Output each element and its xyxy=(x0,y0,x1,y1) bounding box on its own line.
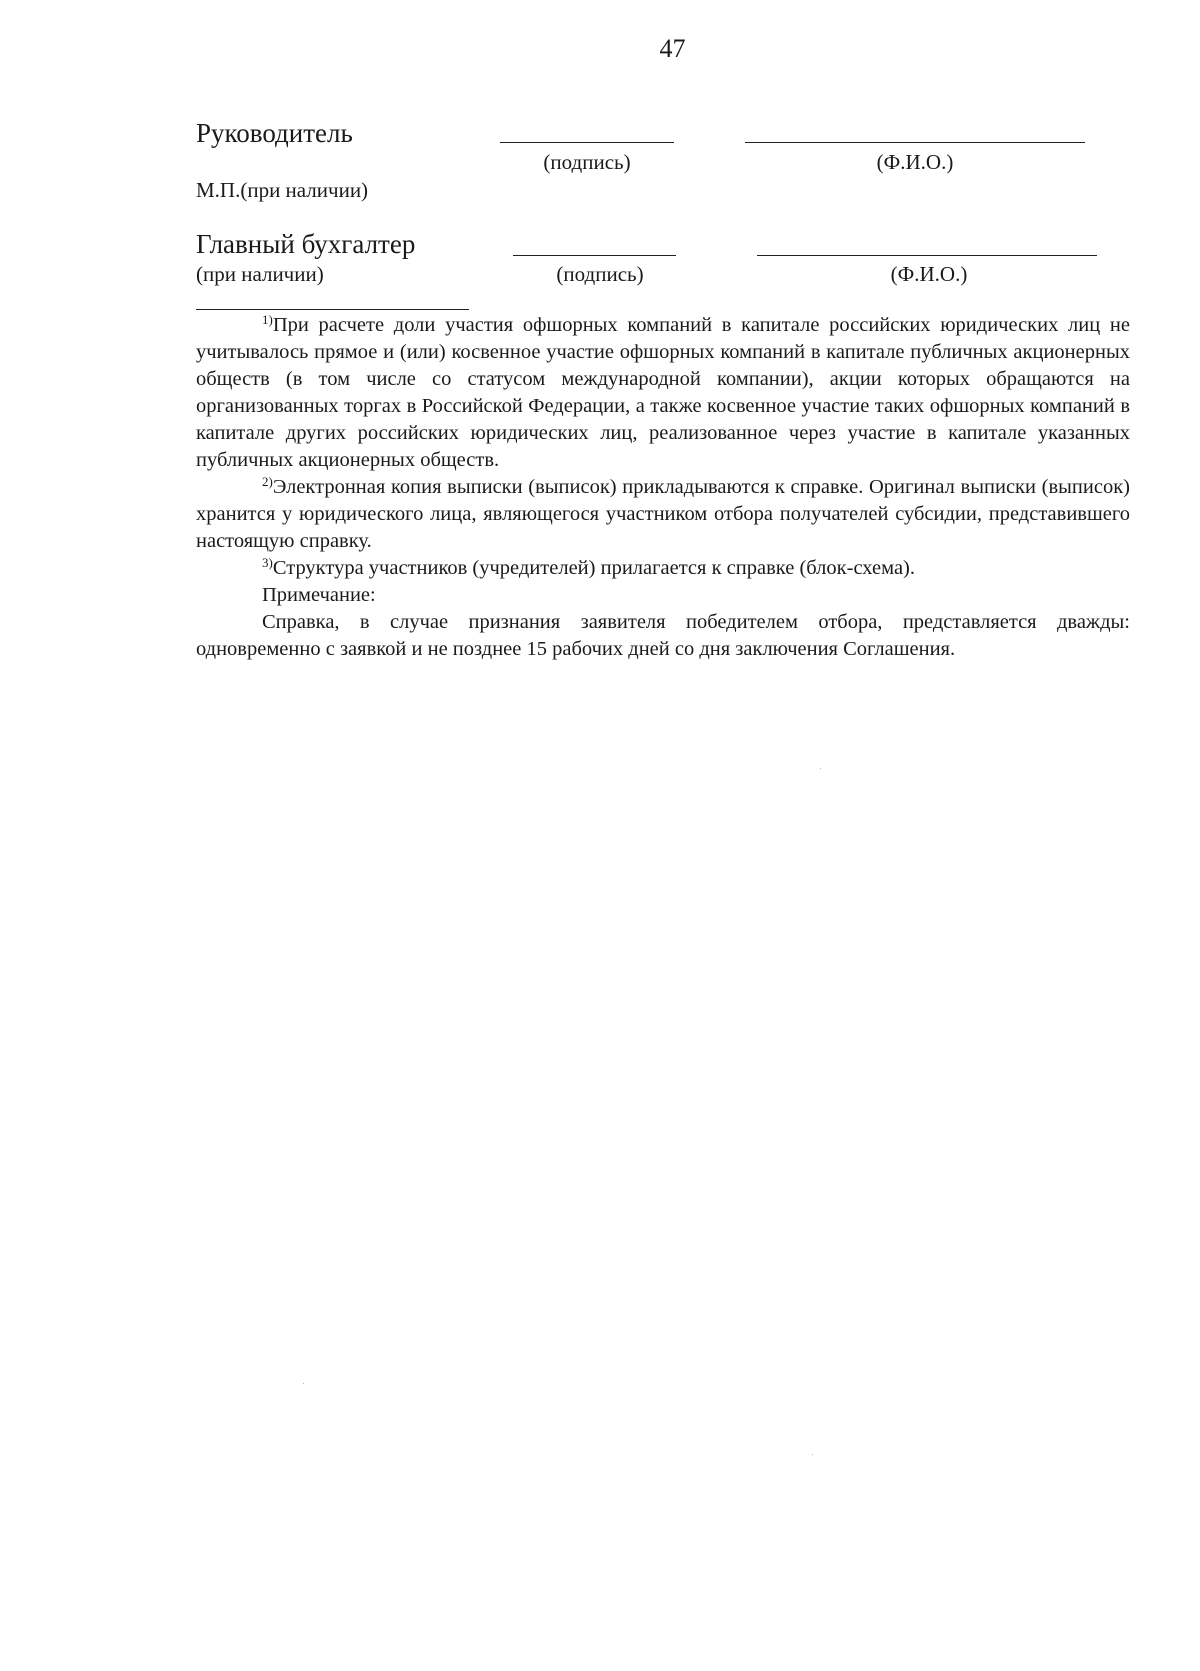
scan-speck xyxy=(812,1454,813,1455)
footnotes-block xyxy=(196,312,1130,663)
footnote-text: При расчете доли участия офшорных компаний в капитале российских юридических лиц не учитывалось прямое и (или) косвенное участие офшорных компаний в капитале публичных акционерных обществ (в том числе со статусом международной компании), акции которых обращаются на организованных торгах в Российской Федерации, а также косвенное участие таких офшорных компаний в капитале других российских юридических лиц, реализованное через участие в капитале указанных публичных акционерных обществ. xyxy=(196,314,1130,471)
head-name-line xyxy=(745,142,1085,143)
accountant-qualifier: (при наличии) xyxy=(196,262,324,286)
note-heading: Примечание: xyxy=(262,584,376,606)
accountant-signature-line xyxy=(513,255,676,256)
footnote-2 xyxy=(196,474,1130,555)
footnote-marker: 1) xyxy=(262,312,273,327)
note-text: Справка, в случае признания заявителя победителем отбора, представляется дважды: одновременно с заявкой и не позднее 15 рабочих дней со дня заключения Соглашения. xyxy=(196,611,1130,660)
footnote-text: Электронная копия выписки (выписок) прикладываются к справке. Оригинал выписки (выписок) хранится у юридического лица, являющегося участником отбора получателей субсидии, представившего настоящую справку. xyxy=(196,476,1130,552)
scan-speck xyxy=(303,1383,304,1384)
head-signature-line xyxy=(500,142,674,143)
footnote-1 xyxy=(196,312,1130,474)
accountant-title: Главный бухгалтер xyxy=(196,229,416,259)
accountant-name-line xyxy=(757,255,1097,256)
scan-speck xyxy=(820,768,821,769)
accountant-signature-caption: (подпись) xyxy=(556,262,644,286)
stamp-note: М.П.(при наличии) xyxy=(196,178,369,202)
footnote-3 xyxy=(196,555,1130,582)
footnote-separator xyxy=(196,309,469,310)
footnote-marker: 2) xyxy=(262,474,273,489)
head-name-caption: (Ф.И.О.) xyxy=(876,150,954,174)
footnote-text: Структура участников (учредителей) прилагается к справке (блок-схема). xyxy=(272,557,916,579)
head-title: Руководитель xyxy=(196,118,353,148)
head-signature-caption: (подпись) xyxy=(543,150,631,174)
accountant-name-caption: (Ф.И.О.) xyxy=(890,262,968,286)
page-number: 47 xyxy=(659,34,686,63)
footnote-marker: 3) xyxy=(262,555,273,570)
